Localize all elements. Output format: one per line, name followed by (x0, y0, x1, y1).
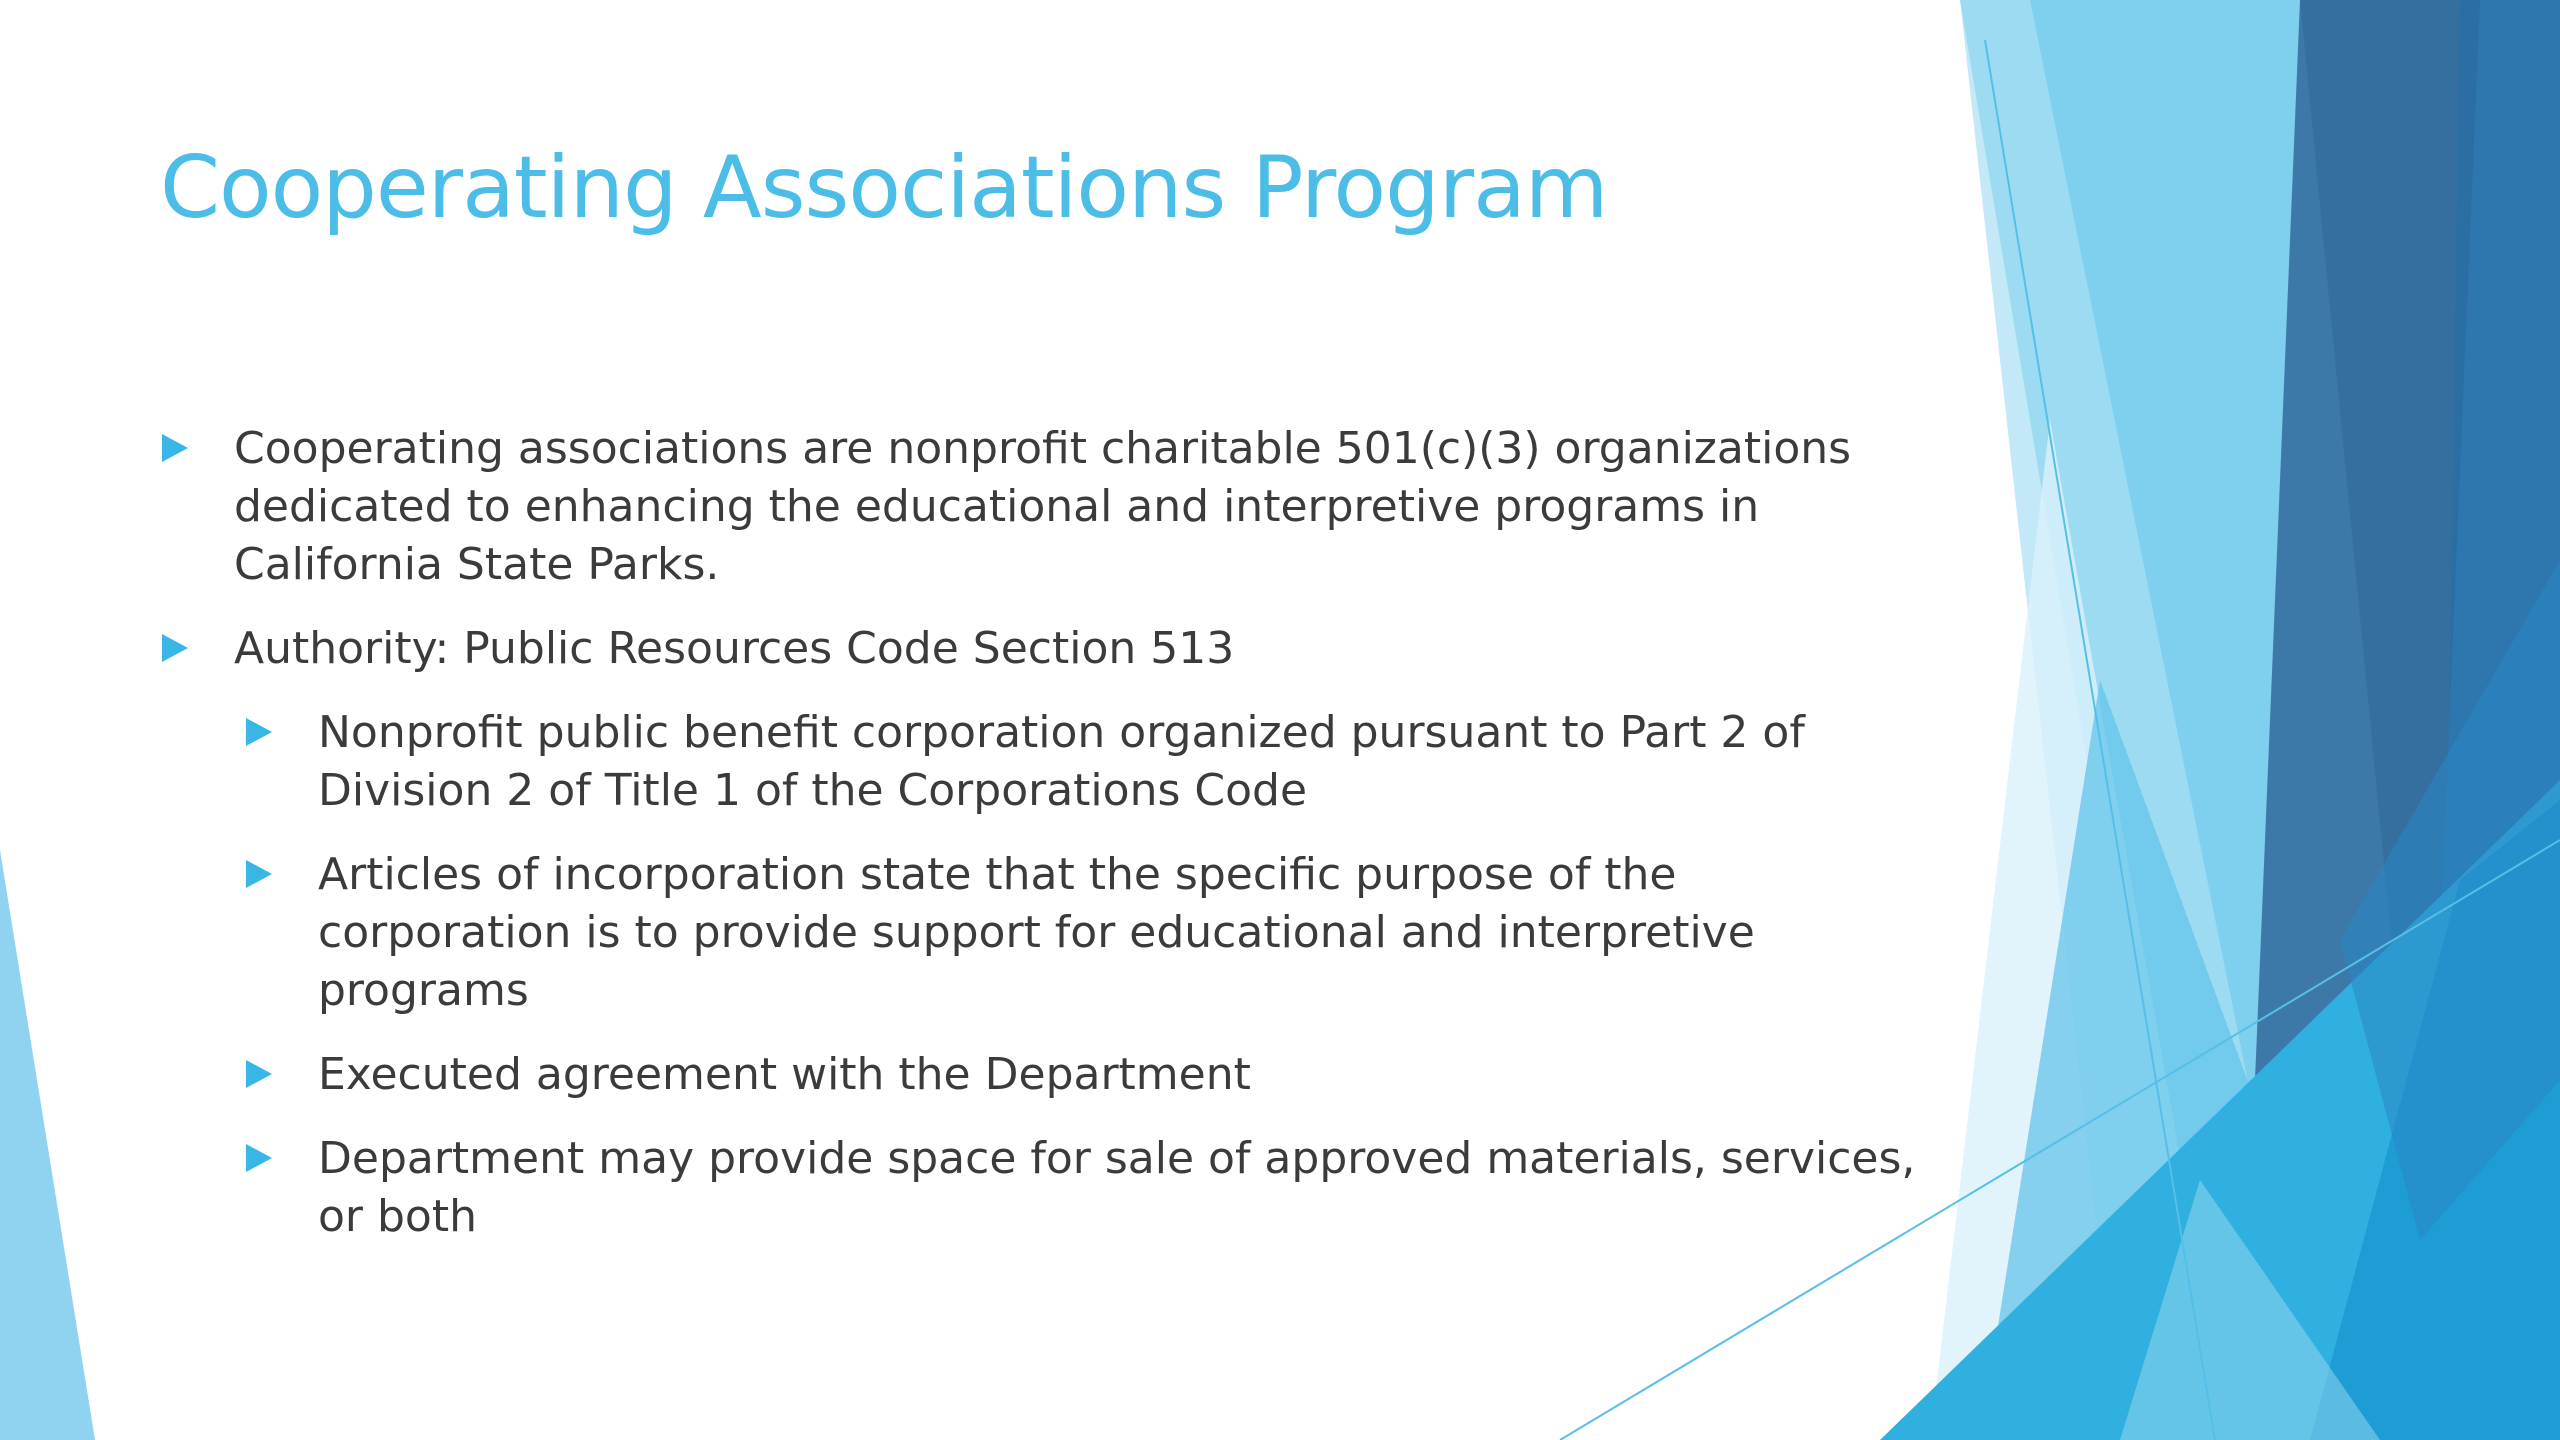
sub-bullet-text: Articles of incorporation state that the specific purpose of the corporation is to provide support for educational and interpretive programs (318, 849, 1755, 1016)
triangle-right-icon (246, 1144, 272, 1172)
triangle-right-icon (246, 718, 272, 746)
bullet-item (160, 420, 1940, 594)
sub-bullet-text: Nonprofit public benefit corporation organized pursuant to Part 2 of Division 2 of Title 1 of the Corporations Code (318, 707, 1805, 816)
sub-bullet-text: Executed agreement with the Department (318, 1049, 1251, 1100)
sub-bullet-item (244, 704, 1940, 820)
bullet-text: Cooperating associations are nonprofit charitable 501(c)(3) organizations dedicated to enhancing the educational and interpretive programs in California State Parks. (234, 423, 1852, 590)
sub-bullet-item (244, 846, 1940, 1020)
triangle-right-icon (246, 1060, 272, 1088)
bullet-item (160, 620, 1940, 678)
triangle-right-icon (246, 860, 272, 888)
slide-title: Cooperating Associations Program (160, 138, 1608, 238)
triangle-right-icon (162, 634, 188, 662)
sub-bullet-item (244, 1046, 1940, 1104)
bullet-text: Authority: Public Resources Code Section 513 (234, 623, 1235, 674)
sub-bullet-item (244, 1130, 1940, 1246)
triangle-right-icon (162, 434, 188, 462)
sub-bullet-text: Department may provide space for sale of approved materials, services, or both (318, 1133, 1916, 1242)
bullet-list (160, 420, 1940, 1272)
